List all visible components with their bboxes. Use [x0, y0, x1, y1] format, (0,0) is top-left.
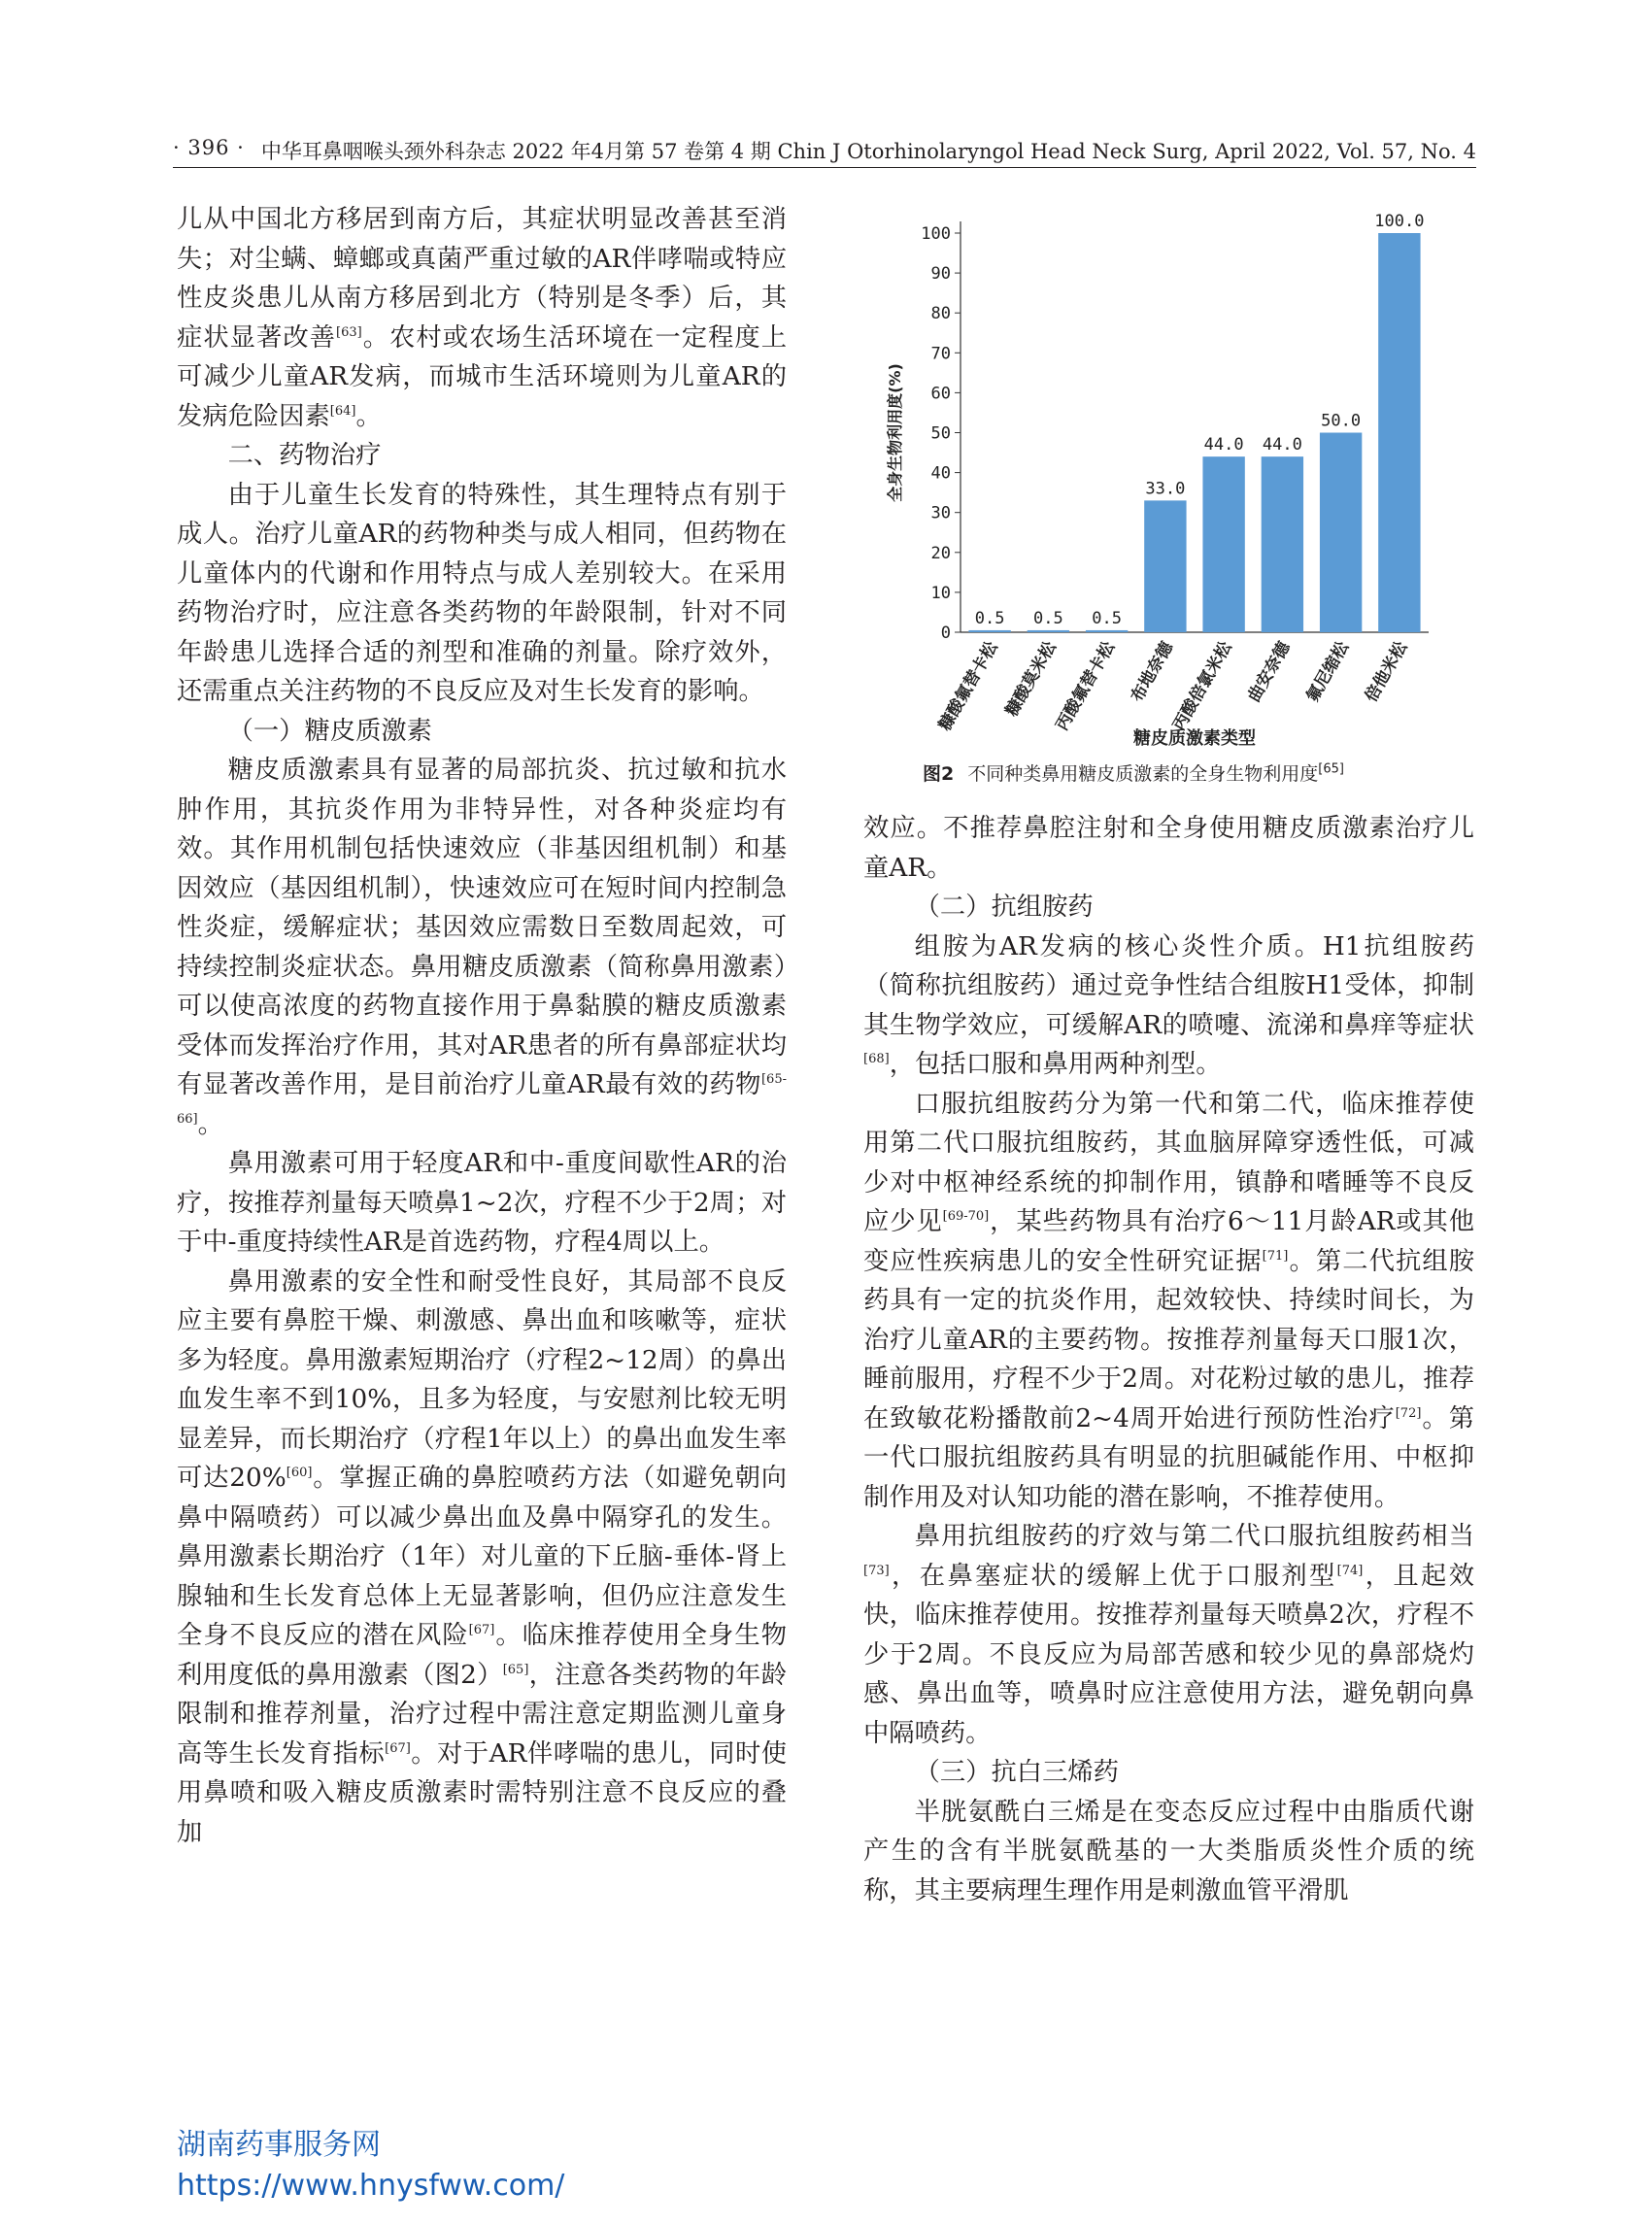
paragraph: 鼻用激素可用于轻度AR和中-重度间歇性AR的治疗，按推荐剂量每天喷鼻1~2次，疗程不少于2周；对于中-重度持续性AR是首选药物，疗程4周以上。: [177, 1149, 787, 1257]
citation[interactable]: [65]: [502, 1662, 529, 1677]
citation[interactable]: [69-70]: [942, 1209, 990, 1225]
citation[interactable]: [68]: [863, 1052, 890, 1067]
paragraph: 鼻用激素的安全性和耐受性良好，其局部不良反应主要有鼻腔干燥、刺激感、鼻出血和咳嗽等，症状多为轻度。鼻用激素短期治疗（疗程2~12周）的鼻出血发生率不到10%，且多为轻度，与安慰剂比较无明显差异，而长期治疗（疗程1年以上）的鼻出血发生率可达20%[60]。掌握正确的鼻腔喷药方法（如避免朝向鼻中隔喷药）可以减少鼻出血及鼻中隔穿孔的发生。鼻用激素长期治疗（1年）对儿童的下丘脑-垂体-肾上腺轴和生长发育总体上无显著影响，但仍应注意发生全身不良反应的潜在风险[67]。临床推荐使用全身生物利用度低的鼻用激素（图2）[65]，注意各类药物的年龄限制和推荐剂量，治疗过程中需注意定期监测儿童身高等生长发育指标[67]。对于AR伴哮喘的患儿，同时使用鼻喷和吸入糖皮质激素时需特别注意不良反应的叠加: [177, 1266, 788, 1847]
bar: [1086, 630, 1128, 632]
watermark-url[interactable]: https://www.hnysfww.com/: [177, 2169, 565, 2203]
y-tick-label: 0: [940, 624, 951, 643]
citation[interactable]: [72]: [1395, 1405, 1422, 1421]
y-tick-label: 80: [930, 304, 951, 324]
y-tick-label: 90: [930, 264, 951, 285]
x-tick-label: 氟尼缩松: [1302, 638, 1353, 706]
data-label: 44.0: [1262, 435, 1302, 455]
data-label: 0.5: [1033, 608, 1063, 628]
y-tick-label: 10: [930, 583, 951, 603]
citation[interactable]: [67]: [468, 1623, 495, 1638]
x-axis-title: 糖皮质激素类型: [1133, 728, 1256, 749]
journal-running-title: 中华耳鼻咽喉头颈外科杂志 2022 年4月第 57 卷第 4 期 Chin J Otorhinolaryngol Head Neck Surg, April 2022, Vol. 57, No. 4: [260, 140, 1476, 163]
citation[interactable]: [65]: [1318, 761, 1344, 777]
figure-label: 图2: [923, 763, 955, 785]
bar: [1028, 630, 1069, 632]
bar: [1202, 456, 1244, 632]
paragraph: 鼻用抗组胺药的疗效与第二代口服抗组胺药相当[73]，在鼻塞症状的缓解上优于口服剂型[74]，且起效快，临床推荐使用。按推荐剂量每天喷鼻2次，疗程不少于2周。不良反应为局部苦感和较少见的鼻部烧灼感、鼻出血等，喷鼻时应注意使用方法，避免朝向鼻中隔喷药。: [863, 1522, 1475, 1748]
x-tick-label: 倍他米松: [1361, 638, 1412, 706]
x-tick-label: 糠酸莫米松: [1001, 638, 1061, 721]
figure-caption: [923, 759, 1344, 786]
y-tick-label: 60: [930, 384, 951, 404]
bar: [1262, 456, 1303, 632]
bar: [968, 630, 1010, 632]
x-tick-label: 糠酸氟替卡松: [935, 638, 1002, 734]
data-label: 100.0: [1374, 212, 1425, 231]
data-label: 33.0: [1145, 479, 1186, 499]
running-header: [173, 134, 1476, 168]
figure-caption-text: 不同种类鼻用糖皮质激素的全身生物利用度: [967, 763, 1319, 785]
paragraph: 效应。不推荐鼻腔注射和全身使用糖皮质激素治疗儿童AR。: [863, 814, 1474, 883]
citation[interactable]: [67]: [385, 1740, 411, 1756]
bar: [1144, 500, 1186, 632]
y-tick-label: 20: [930, 543, 951, 563]
figure-2: [863, 200, 1474, 794]
right-column: [863, 809, 1474, 1910]
paragraph: 口服抗组胺药分为第一代和第二代，临床推荐使用第二代口服抗组胺药，其血脑屏障穿透性低，可减少对中枢神经系统的抑制作用，镇静和嗜睡等不良反应少见[69-70]，某些药物具有治疗6～11月龄AR或其他变应性疾病患儿的安全性研究证据[71]。第二代抗组胺药具有一定的抗炎作用，起效较快、持续时间长，为治疗儿童AR的主要药物。按推荐剂量每天口服1次，睡前服用，疗程不少于2周。对花粉过敏的患儿，推荐在致敏花粉播散前2~4周开始进行预防性治疗[72]。第一代口服抗组胺药具有明显的抗胆碱能作用、中枢抑制作用及对认知功能的潜在影响，不推荐使用。: [863, 1089, 1475, 1512]
x-tick-label: 丙酸倍氯米松: [1169, 638, 1236, 734]
watermark-site-name: 湖南药事服务网: [177, 2128, 381, 2162]
data-label: 0.5: [974, 608, 1005, 628]
citation[interactable]: [64]: [329, 403, 356, 419]
watermark: [177, 2125, 564, 2207]
y-axis-title: 全身生物利用度(%): [886, 363, 904, 502]
citation[interactable]: [65-66]: [177, 1072, 787, 1127]
x-tick-label: 曲安奈德: [1244, 638, 1295, 706]
citation[interactable]: [71]: [1262, 1248, 1289, 1264]
y-tick-label: 30: [930, 503, 951, 523]
paragraph: 糖皮质激素具有显著的局部抗炎、抗过敏和抗水肿作用，其抗炎作用为非特异性，对各种炎症均有效。其作用机制包括快速效应（非基因组机制）和基因效应（基因组机制），快速效应可在短时间内控制急性炎症，缓解症状；基因效应需数日至数周起效，可持续控制炎症状态。鼻用糖皮质激素（简称鼻用激素）可以使高浓度的药物直接作用于鼻黏膜的糖皮质激素受体而发挥治疗作用，其对AR患者的所有鼻部症状均有显著改善作用，是目前治疗儿童AR最有效的药物[65-66]。: [177, 756, 787, 1139]
citation[interactable]: [60]: [286, 1466, 313, 1481]
paragraph: 组胺为AR发病的核心炎性介质。H1抗组胺药（简称抗组胺药）通过竞争性结合组胺H1受体，抑制其生物学效应，可缓解AR的喷嚏、流涕和鼻痒等症状[68]，包括口服和鼻用两种剂型。: [863, 931, 1474, 1079]
y-tick-label: 70: [930, 344, 951, 364]
paragraph: 半胱氨酰白三烯是在变态反应过程中由脂质代谢产生的含有半胱氨酰基的一大类脂质炎性介质的统称，其主要病理生理作用是刺激血管平滑肌: [863, 1797, 1474, 1905]
bar: [1320, 433, 1362, 633]
citation[interactable]: [74]: [1336, 1563, 1364, 1578]
section-heading: 二、药物治疗: [227, 441, 382, 470]
bar: [1378, 233, 1420, 632]
left-column: [177, 200, 787, 1852]
citation[interactable]: [73]: [863, 1563, 890, 1578]
data-label: 0.5: [1092, 608, 1122, 628]
page-number: · 396 ·: [173, 136, 245, 159]
y-tick-label: 50: [930, 423, 951, 444]
paragraph: 儿从中国北方移居到南方后，其症状明显改善甚至消失；对尘螨、蟑螂或真菌严重过敏的AR伴哮喘或特应性皮炎患儿从南方移居到北方（特别是冬季）后，其症状显著改善[63]。农村或农场生活环境在一定程度上可减少儿童AR发病，而城市生活环境则为儿童AR的发病危险因素[64]。: [177, 205, 788, 431]
subsection-heading: （三）抗白三烯药: [914, 1758, 1119, 1787]
subsection-heading: （二）抗组胺药: [914, 893, 1094, 922]
y-tick-label: 40: [930, 463, 951, 484]
x-tick-label: 丙酸氟替卡松: [1052, 638, 1119, 734]
data-label: 44.0: [1203, 435, 1244, 455]
y-tick-label: 100: [921, 224, 951, 244]
subsection-heading: （一）糖皮质激素: [227, 716, 432, 746]
paragraph: 由于儿童生长发育的特殊性，其生理特点有别于成人。治疗儿童AR的药物种类与成人相同，但药物在儿童体内的代谢和作用特点与成人差别较大。在采用药物治疗时，应注意各类药物的年龄限制，针对不同年龄患儿选择合适的剂型和准确的剂量。除疗效外，还需重点关注药物的不良反应及对生长发育的影响。: [177, 480, 787, 706]
citation[interactable]: [63]: [336, 324, 362, 340]
x-tick-label: 布地奈德: [1127, 638, 1178, 706]
bioavailability-bar-chart: [863, 200, 1474, 754]
data-label: 50.0: [1321, 411, 1362, 431]
